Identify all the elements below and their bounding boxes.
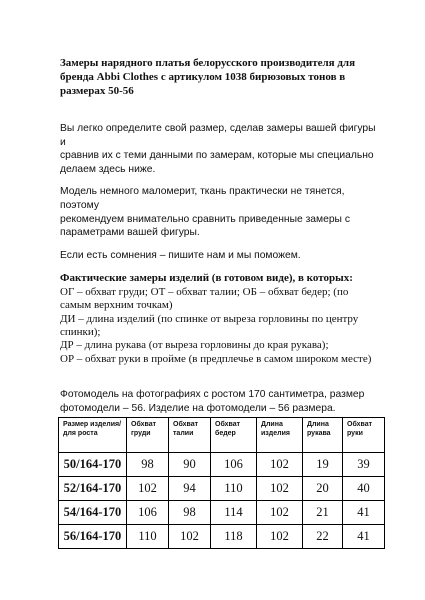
- size-table: [58, 417, 385, 549]
- size-cell: 52/164-170: [59, 477, 127, 501]
- fit-note-line: Модель немного маломерит, ткань практически не тянется, поэтому: [60, 186, 345, 211]
- definition-line: ДР – длина рукава (от выреза горловины до края рукава);: [60, 339, 329, 352]
- contact-note: Если есть сомнения – пишите нам и мы поможем.: [60, 249, 301, 261]
- title-line: бренда Abbi Clothes с артикулом 1038 бирюзовых тонов в: [60, 71, 346, 83]
- table-cell: 110: [211, 477, 257, 501]
- measurement-definitions: [60, 272, 380, 366]
- document-title: [60, 56, 380, 98]
- intro-line: Вы легко определите свой размер, сделав замеры вашей фигуры и: [60, 123, 376, 148]
- definition-line: спинки);: [60, 325, 101, 338]
- header-arm-girth: Обхват руки: [343, 418, 385, 453]
- table-cell: 102: [257, 453, 303, 477]
- title-line: Замеры нарядного платья белорусского производителя для: [60, 57, 356, 69]
- header-sleeve-length: Длина рукава: [303, 418, 343, 453]
- table-cell: 22: [303, 525, 343, 549]
- photo-model-line: фотомодели – 56. Изделие на фотомодели – 56 размера.: [60, 402, 336, 414]
- table-cell: 20: [303, 477, 343, 501]
- table-cell: 41: [343, 525, 385, 549]
- table-cell: 102: [169, 525, 211, 549]
- intro-line: делаем здесь ниже.: [60, 163, 156, 175]
- table-cell: 114: [211, 501, 257, 525]
- table-cell: 21: [303, 501, 343, 525]
- table-cell: 102: [257, 501, 303, 525]
- header-hips: Обхват бедер: [211, 418, 257, 453]
- size-cell: 50/164-170: [59, 453, 127, 477]
- header-waist: Обхват талии: [169, 418, 211, 453]
- table-row: [59, 453, 385, 477]
- definition-line: ОР – обхват руки в пройме (в предплечье в самом широком месте): [60, 352, 372, 365]
- table-cell: 40: [343, 477, 385, 501]
- title-line: размерах 50-56: [60, 85, 134, 97]
- header-chest: Обхват груди: [127, 418, 169, 453]
- fit-note-paragraph: [60, 185, 380, 239]
- fit-note-line: параметрами вашей фигуры.: [60, 227, 200, 239]
- table-cell: 118: [211, 525, 257, 549]
- size-cell: 56/164-170: [59, 525, 127, 549]
- table-row: [59, 477, 385, 501]
- table-cell: 94: [169, 477, 211, 501]
- table-cell: 102: [127, 477, 169, 501]
- table-cell: 110: [127, 525, 169, 549]
- table-cell: 106: [127, 501, 169, 525]
- definition-line: ОГ – обхват груди; ОТ – обхват талии; ОБ – обхват бедер; (по: [60, 285, 349, 298]
- table-cell: 19: [303, 453, 343, 477]
- definition-line: самым верхним точкам): [60, 299, 173, 312]
- intro-line: сравнив их с теми данными по замерам, которые мы специально: [60, 150, 374, 162]
- table-row: [59, 501, 385, 525]
- table-cell: 41: [343, 501, 385, 525]
- table-cell: 39: [343, 453, 385, 477]
- document-page: [60, 56, 380, 415]
- table-cell: 102: [257, 525, 303, 549]
- size-cell: 54/164-170: [59, 501, 127, 525]
- table-cell: 90: [169, 453, 211, 477]
- table-row: [59, 525, 385, 549]
- table-header-row: [59, 418, 385, 453]
- table-cell: 102: [257, 477, 303, 501]
- fit-note-line: рекомендуем внимательно сравнить приведенные замеры с: [60, 213, 350, 225]
- intro-paragraph: [60, 122, 380, 176]
- photo-model-line: Фотомодель на фотографиях с ростом 170 сантиметра, размер: [60, 389, 365, 401]
- header-size: Размер изделия/для роста: [59, 418, 127, 453]
- definitions-heading: Фактические замеры изделий (в готовом виде), в которых:: [60, 272, 353, 285]
- photo-model-paragraph: [60, 388, 380, 415]
- header-length: Длина изделия: [257, 418, 303, 453]
- table-cell: 98: [169, 501, 211, 525]
- table-cell: 98: [127, 453, 169, 477]
- definition-line: ДИ – длина изделий (по спинке от выреза горловины по центру: [60, 312, 359, 325]
- table-cell: 106: [211, 453, 257, 477]
